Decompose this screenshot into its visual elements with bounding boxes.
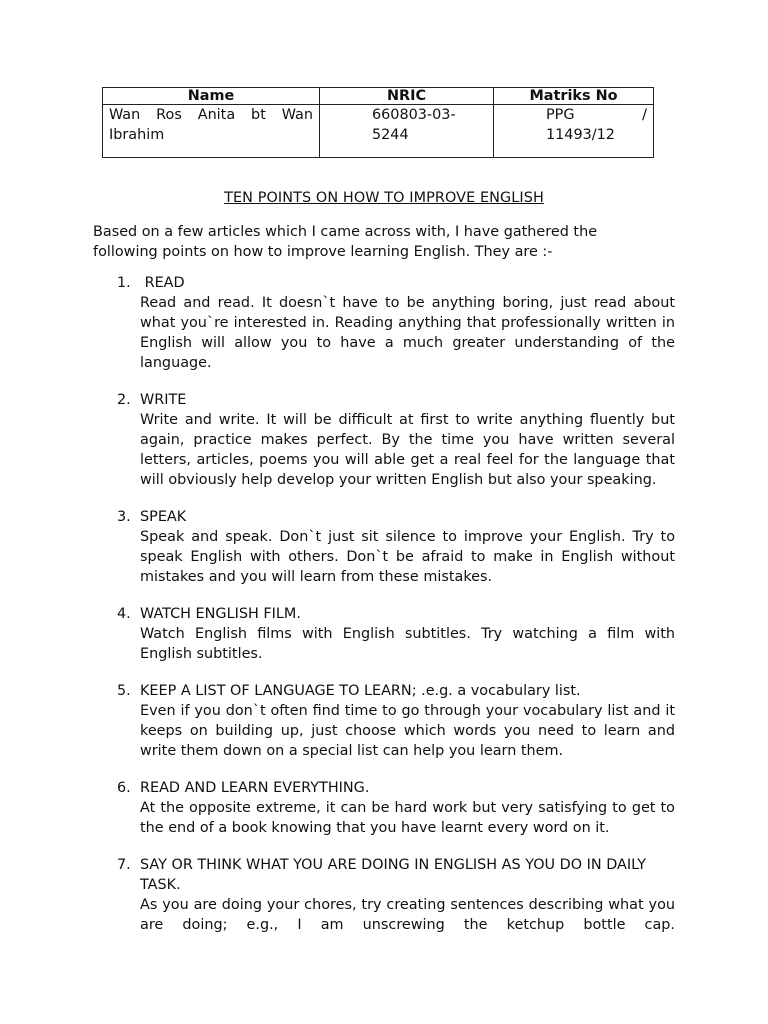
- item-body: Read and read. It doesn`t have to be anything boring, just read about what you`re interested in. Reading anything that professionally written in English will allow you to have a much greater understanding of the language.: [140, 295, 675, 371]
- item-title: SPEAK: [140, 509, 187, 525]
- list-item: [0, 604, 768, 664]
- item-title: SAY OR THINK WHAT YOU ARE DOING IN ENGLISH AS YOU DO IN DAILY TASK.: [140, 857, 647, 893]
- table-header-row: [103, 88, 654, 105]
- nric-cell: 660803-03-5244: [320, 105, 494, 158]
- points-list: [0, 273, 768, 952]
- name-cell: Wan Ros Anita bt Wan Ibrahim: [103, 105, 320, 158]
- item-body: Even if you don`t often find time to go through your vocabulary list and it keeps on building up, just choose which words you need to learn and write them down on a special list can help you learn them.: [140, 703, 675, 759]
- item-number: 2.: [117, 392, 131, 408]
- list-item: [0, 855, 768, 935]
- item-title: KEEP A LIST OF LANGUAGE TO LEARN; .e.g. a vocabulary list.: [140, 683, 581, 699]
- item-body: Write and write. It will be difficult at first to write anything fluently but again, practice makes perfect. By the time you have written several letters, articles, poems you will able get a real feel for the language that will obviously help develop your written English but also your speaking.: [140, 412, 675, 488]
- item-body: As you are doing your chores, try creating sentences describing what you are doing; e.g., I am unscrewing the ketchup bottle cap.: [140, 897, 675, 933]
- document-title: TEN POINTS ON HOW TO IMPROVE ENGLISH: [224, 190, 544, 206]
- list-item: [0, 681, 768, 761]
- intro-paragraph: Based on a few articles which I came across with, I have gathered the following points on how to improve learning English. They are :-: [93, 224, 598, 260]
- item-body: Speak and speak. Don`t just sit silence to improve your English. Try to speak English with others. Don`t be afraid to make in English without mistakes and you will learn from these mistakes.: [140, 529, 675, 585]
- matriks-cell: PPG / 11493/12: [494, 105, 654, 158]
- item-number: 1.: [117, 275, 131, 291]
- item-number: 3.: [117, 509, 131, 525]
- item-number: 5.: [117, 683, 131, 699]
- item-title: WRITE: [140, 392, 187, 408]
- table-row: [103, 105, 654, 158]
- nric-header: NRIC: [320, 88, 494, 105]
- item-number: 7.: [117, 857, 131, 873]
- item-title: READ: [140, 275, 185, 291]
- list-item: [0, 273, 768, 373]
- item-body: At the opposite extreme, it can be hard work but very satisfying to get to the end of a book knowing that you have learnt every word on it.: [140, 800, 675, 836]
- list-item: [0, 507, 768, 587]
- list-item: [0, 390, 768, 490]
- item-title: WATCH ENGLISH FILM.: [140, 606, 301, 622]
- item-title: READ AND LEARN EVERYTHING.: [140, 780, 370, 796]
- student-info-table: [102, 87, 654, 158]
- name-header: Name: [103, 88, 320, 105]
- item-body: Watch English films with English subtitles. Try watching a film with English subtitles.: [140, 626, 675, 662]
- list-item: [0, 778, 768, 838]
- item-number: 4.: [117, 606, 131, 622]
- item-number: 6.: [117, 780, 131, 796]
- matriks-header: Matriks No: [494, 88, 654, 105]
